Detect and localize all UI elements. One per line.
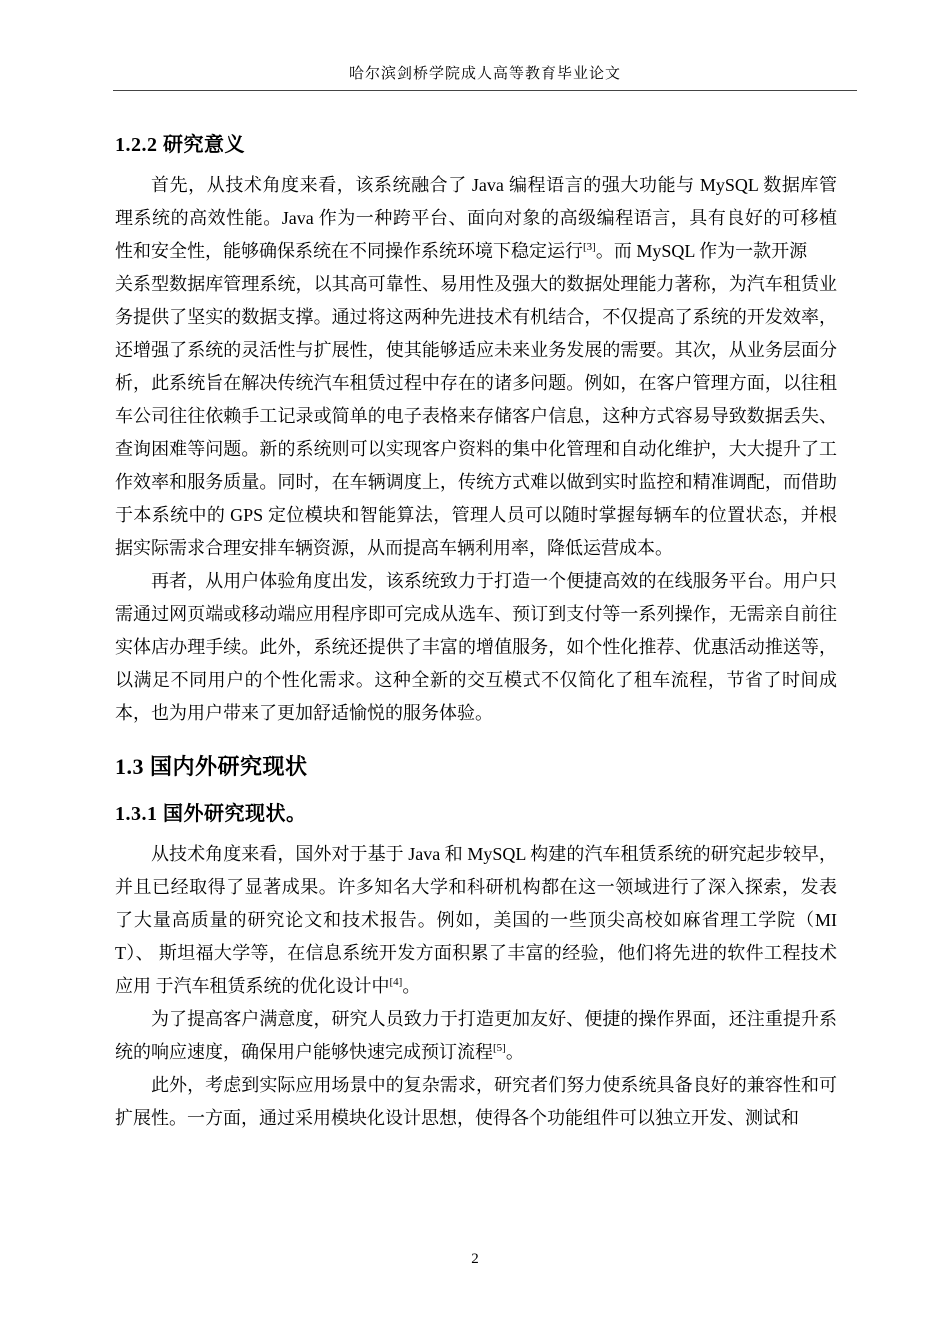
page-number: 2 bbox=[471, 1251, 479, 1267]
section-heading-1-2-2: 1.2.2 研究意义 bbox=[115, 134, 245, 156]
paragraph-foreign-research-1 bbox=[115, 838, 837, 1003]
paragraph-foreign-research-3: 此外，考虑到实际应用场景中的复杂需求，研究者们努力使系统具备良好的兼容性和可扩展性。一方面，通过采用模块化设计思想，使得各个功能组件可以独立开发、测试和 bbox=[115, 1075, 837, 1128]
paragraph-text: 首先，从技术角度来看，该系统融合了 Java 编程语言的强大功能与 MySQL 数据库管 理系统的高效性能。Java 作为一种跨平台、面向对象的高级编程语言，具有良好的可移植 性和安全性，能够确保系统在不同操作系统环境下稳定运行 bbox=[115, 175, 837, 261]
paragraph-text: 从技术角度来看，国外对于基于 Java 和 MySQL 构建的汽车租赁系统的研究起步较早， 并且已经取得了显著成果。许多知名大学和科研机构都在这一领域进行了深入探索，发表 了大量高质量的研究论文和技术报告。例如，美国的一些顶尖高校如麻省理工学院（MIT）、 斯坦福大学等，在信息系统开发方面积累了丰富的经验，他们将先进的软件工程技术应用 于汽车租赁系统的优化设计中 bbox=[115, 844, 837, 996]
paragraph-significance-1-continued: 关系型数据库管理系统，以其高可靠性、易用性及强大的数据处理能力著称，为汽车租赁业务提供了坚实的数据支撑。通过将这两种先进技术有机结合，不仅提高了系统的开发效率，还增强了系统的灵活性与扩展性，使其能够适应未来业务发展的需要。其次，从业务层面分析，此系统旨在解决传统汽车租赁过程中存在的诸多问题。例如，在客户管理方面，以往租车公司往往依赖手工记录或简单的电子表格来存储客户信息，这种方式容易导致数据丢失、查询困难等问题。新的系统则可以实现客户资料的集中化管理和自动化维护，大大提升了工作效率和服务质量。同时，在车辆调度上，传统方式难以做到实时监控和精准调配，而借助于本系统中的 GPS 定位模块和智能算法，管理人员可以随时掌握每辆车的位置状态，并根据实际需求合理安排车辆资源，从而提高车辆利用率，降低运营成本。 bbox=[115, 274, 837, 558]
paragraph-text: 。 bbox=[402, 976, 421, 996]
paragraph-text: 。而 MySQL 作为一款开源 bbox=[595, 241, 808, 261]
citation-ref-4: [4] bbox=[389, 976, 403, 988]
paragraph-significance-1 bbox=[115, 169, 837, 268]
citation-ref-5: [5] bbox=[493, 1042, 506, 1054]
paragraph-text: 为了提高客户满意度，研究人员致力于打造更加友好、便捷的操作界面，还注重提升系统的响应速度，确保用户能够快速完成预订流程 bbox=[115, 1009, 837, 1062]
page-footer bbox=[0, 1251, 950, 1268]
page-header bbox=[113, 62, 857, 91]
header-title: 哈尔滨剑桥学院成人高等教育毕业论文 bbox=[348, 66, 621, 82]
paragraph-text: 。 bbox=[505, 1042, 524, 1062]
paragraph-foreign-research-2 bbox=[115, 1003, 837, 1069]
paragraph-significance-2: 再者，从用户体验角度出发，该系统致力于打造一个便捷高效的在线服务平台。用户只需通过网页端或移动端应用程序即可完成从选车、预订到支付等一系列操作，无需亲自前往实体店办理手续。此外，系统还提供了丰富的增值服务，如个性化推荐、优惠活动推送等，以满足不同用户的个性化需求。这种全新的交互模式不仅简化了租车流程，节省了时间成本，也为用户带来了更加舒适愉悦的服务体验。 bbox=[115, 571, 837, 723]
document-content bbox=[115, 112, 837, 1135]
citation-ref-3: [3] bbox=[583, 241, 596, 253]
section-heading-1-3-1: 1.3.1 国外研究现状。 bbox=[115, 803, 307, 825]
section-heading-1-3: 1.3 国内外研究现状 bbox=[115, 754, 308, 779]
